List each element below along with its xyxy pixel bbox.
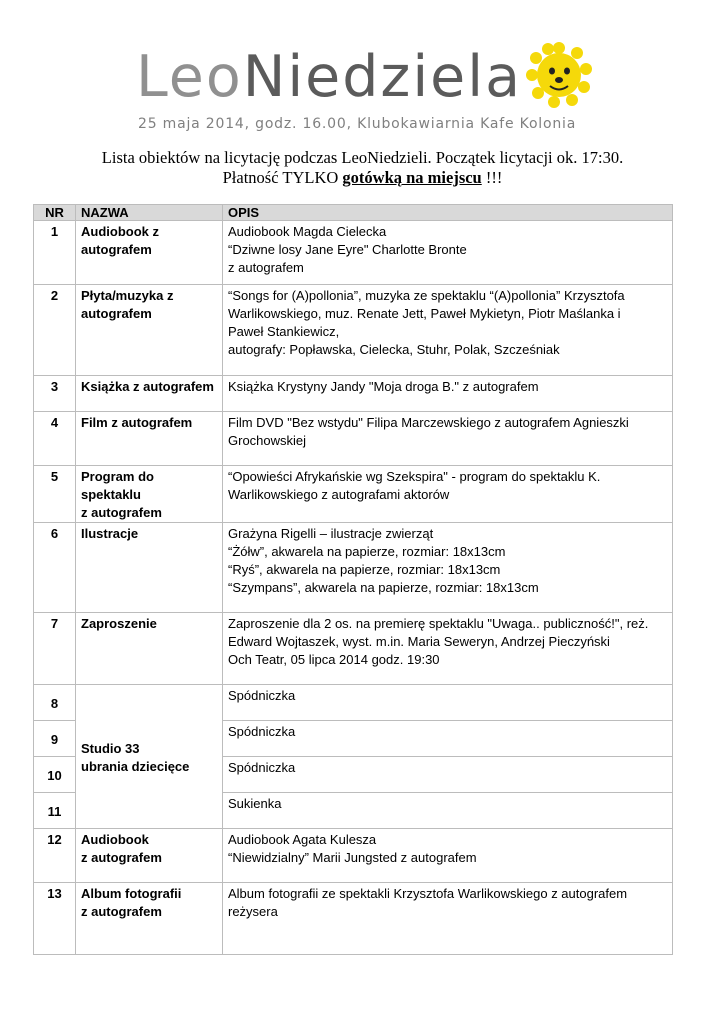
name-line: Studio 33 [81,740,140,756]
name-line: Program do spektaklu [81,469,154,502]
name-line: z autografem [81,505,162,520]
desc-line: autografy: Popławska, Cielecka, Stuhr, Polak, Szcześniak [228,342,560,357]
desc-line: Grochowskiej [228,433,307,448]
table-row [34,376,673,412]
desc-line: Och Teatr, 05 lipca 2014 godz. 19:30 [228,652,440,667]
row-name [76,883,223,955]
name-line: Album fotografii [81,886,182,901]
name-line: Płyta/muzyka z [81,288,174,303]
event-subtitle: 25 maja 2014, godz. 16.00, Klubokawiarnia Kafe Kolonia [138,116,577,132]
desc-line: “Opowieści Afrykańskie wg Szekspira" - program do spektaklu K. [228,469,601,484]
desc-line: reżysera [228,904,278,919]
desc-line: “Ryś”, akwarela na papierze, rozmiar: 18x13cm [228,562,501,577]
table-row [34,523,673,613]
row-desc: Sukienka [223,793,673,829]
row-nr: 6 [34,523,76,613]
row-name [76,285,223,376]
row-nr: 8 [34,685,76,721]
desc-line: Zaproszenie dla 2 os. na premierę spektaklu "Uwaga.. publiczność!", reż. [228,616,649,631]
table-row [34,466,673,523]
table-row [34,829,673,883]
row-nr: 11 [34,793,76,829]
name-line: Audiobook z [81,224,159,239]
table-row [34,221,673,285]
row-desc [223,412,673,466]
name-line: Książka z autografem [81,379,214,394]
row-name [76,412,223,466]
table-row [34,613,673,685]
row-nr: 7 [34,613,76,685]
row-nr: 13 [34,883,76,955]
row-desc [223,221,673,285]
header-desc: OPIS [223,205,673,221]
desc-line: Audiobook Agata Kulesza [228,832,377,847]
row-name [76,221,223,285]
desc-line: Książka Krystyny Jandy "Moja droga B." z autografem [228,379,539,394]
row-nr: 10 [34,757,76,793]
desc-line: Album fotografii ze spektakli Krzysztofa Warlikowskiego z autografem [228,886,628,901]
row-nr: 5 [34,466,76,523]
payment-emphasis: gotówką na miejscu [342,168,482,187]
row-name [76,829,223,883]
row-nr: 1 [34,221,76,285]
auction-items-table [33,204,673,955]
row-desc [223,883,673,955]
row-desc: Spódniczka [223,757,673,793]
row-name [76,376,223,412]
payment-suffix: !!! [481,168,503,187]
desc-line: Film DVD "Bez wstydu" Filipa Marczewskiego z autografem Agnieszki [228,415,629,430]
row-nr: 9 [34,721,76,757]
name-line: z autografem [81,850,162,865]
desc-line: Warlikowskiego z autografami aktorów [228,487,450,502]
name-line: Film z autografem [81,415,193,430]
row-name [76,466,223,523]
name-line: Ilustracje [81,526,139,541]
name-line: z autografem [81,904,162,919]
intro-line-1: Lista obiektów na licytację podczas LeoNiedzieli. Początek licytacji ok. 17:30. [101,148,624,167]
name-line: autografem [81,242,152,257]
intro-line-2 [0,168,725,188]
desc-line: Warlikowskiego, muz. Renate Jett, Paweł Mykietyn, Piotr Maślanka i [228,306,621,321]
header-name: NAZWA [76,205,223,221]
name-line: Zaproszenie [81,616,157,631]
studio-name [76,685,223,829]
table-row [34,285,673,376]
desc-line: “Niewidzialny” Marii Jungsted z autografem [228,850,477,865]
row-desc: Spódniczka [223,685,673,721]
row-nr: 2 [34,285,76,376]
desc-line: Edward Wojtaszek, wyst. m.in. Maria Seweryn, Andrzej Pieczyński [228,634,610,649]
row-desc [223,613,673,685]
desc-line: “Szympans”, akwarela na papierze, rozmiar: 18x13cm [228,580,539,595]
lion-sun-icon [526,42,592,108]
row-desc [223,829,673,883]
table-row [34,412,673,466]
row-desc: Spódniczka [223,721,673,757]
row-name [76,613,223,685]
row-nr: 12 [34,829,76,883]
desc-line: Audiobook Magda Cielecka [228,224,387,239]
row-desc [223,466,673,523]
table-header-row [34,205,673,221]
logo-leo: Leo [136,44,243,110]
header-nr: NR [34,205,76,221]
desc-line: “Songs for (A)pollonia”, muzyka ze spektaklu “(A)pollonia” Krzysztofa [228,288,625,303]
row-name [76,523,223,613]
name-line: Audiobook [81,832,149,847]
desc-line: “Żółw”, akwarela na papierze, rozmiar: 18x13cm [228,544,506,559]
row-nr: 3 [34,376,76,412]
row-desc [223,376,673,412]
desc-line: “Dziwne losy Jane Eyre" Charlotte Bronte [228,242,467,257]
row-desc [223,523,673,613]
desc-line: Grażyna Rigelli – ilustracje zwierząt [228,526,434,541]
row-nr: 4 [34,412,76,466]
logo-niedziela: Niedziela [242,44,523,110]
desc-line: Paweł Stankiewicz, [228,324,340,339]
name-line: ubrania dziecięce [81,758,190,774]
desc-line: z autografem [228,260,304,275]
table-row [34,883,673,955]
table-row [34,685,673,721]
name-line: autografem [81,306,152,321]
row-desc [223,285,673,376]
payment-prefix: Płatność TYLKO [222,168,343,187]
logo-wordmark [136,42,522,112]
